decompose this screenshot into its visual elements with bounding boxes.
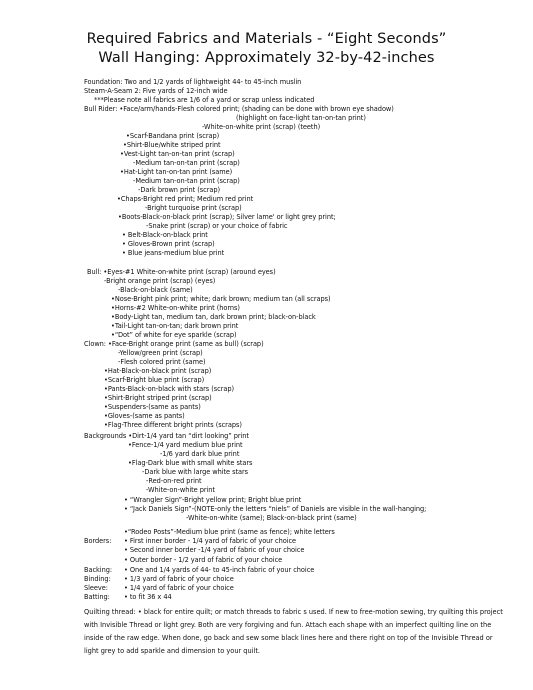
materials-line: Binding: xyxy=(84,575,111,583)
materials-line: Steam-A-Seam 2: Five yards of 12-inch wide xyxy=(84,87,228,95)
materials-line: Foundation: Two and 1/2 yards of lightweight 44- to 45-inch muslin xyxy=(84,78,302,86)
materials-line: (highlight on face-light tan-on-tan print) xyxy=(236,114,366,122)
materials-line: -Medium tan-on-tan print (scrap) xyxy=(133,177,240,185)
materials-line: •Fence-1/4 yard medium blue print xyxy=(128,441,243,449)
materials-line: -Black-on-black (same) xyxy=(118,286,193,294)
materials-line: -White-on-white (same); Black-on-black print (same) xyxy=(186,514,357,522)
materials-line: •Flag-Three different bright prints (scraps) xyxy=(104,421,242,429)
materials-line: •Tail-Light tan-on-tan; dark brown print xyxy=(111,322,239,330)
materials-line: Clown: •Face-Bright orange print (same as bull) (scrap) xyxy=(84,340,264,348)
materials-line: •Nose-Bright pink print; white; dark brown; medium tan (all scraps) xyxy=(111,295,331,303)
materials-line: Sleeve: xyxy=(84,584,108,592)
materials-line: -Red-on-red print xyxy=(146,477,202,485)
materials-line: • Gloves-Brown print (scrap) xyxy=(122,240,215,248)
materials-line: -Dark blue with large white stars xyxy=(142,468,249,476)
materials-line: • Belt-Black-on-black print xyxy=(122,231,208,239)
materials-line: •Suspenders-(same as pants) xyxy=(104,403,201,411)
materials-line: •Hat-Light tan-on-tan print (same) xyxy=(120,168,233,176)
materials-line: -1/6 yard dark blue print xyxy=(160,450,240,458)
materials-line: •Scarf-Bandana print (scrap) xyxy=(126,132,220,140)
materials-line: • “Wrangler Sign”-Bright yellow print; Bright blue print xyxy=(124,496,302,504)
materials-line: • First inner border - 1/4 yard of fabric of your choice xyxy=(124,537,297,545)
materials-line: •Shirt-Blue/white striped print xyxy=(123,141,221,149)
materials-line: -White-on-white print xyxy=(146,486,215,494)
materials-line: • Blue jeans-medium blue print xyxy=(122,249,225,257)
materials-line: •Gloves-(same as pants) xyxy=(104,412,185,420)
materials-line: •Pants-Black-on-black with stars (scrap) xyxy=(104,385,235,393)
materials-line: • One and 1/4 yards of 44- to 45-inch fabric of your choice xyxy=(124,566,315,574)
quilting-thread-paragraph: Quilting thread: • black for entire quilt; or match threads to fabric s used. If new to free-motion sewing, try quilting this project with Invisible Thread or light grey. Both are very forgiving and fun. Attach each shape with an imperfect quilting line on the inside of the raw edge. When done, go back and sew some black lines here and there right on top of the Invisible Thread or light grey to add sparkle and dimension to your quilt. xyxy=(84,608,503,655)
materials-line: -Flesh colored print (same) xyxy=(118,358,206,366)
materials-line: •Boots-Black-on-black print (scrap); Silver lame' or light grey print; xyxy=(118,213,336,221)
materials-line: Bull: •Eyes-#1 White-on-white print (scrap) (around eyes) xyxy=(87,268,276,276)
materials-line: •Horns-#2 White-on-white print (horns) xyxy=(111,304,240,312)
materials-line: •Flag-Dark blue with small white stars xyxy=(128,459,253,467)
materials-line: • 1/3 yard of fabric of your choice xyxy=(124,575,234,583)
materials-line: •Shirt-Bright striped print (scrap) xyxy=(104,394,212,402)
materials-line: -Bright turquoise print (scrap) xyxy=(145,204,242,212)
materials-line: • 1/4 yard of fabric of your choice xyxy=(124,584,234,592)
materials-line: • “Jack Daniels Sign”-(NOTE-only the letters “niels” of Daniels are visible in the wall-hanging; xyxy=(124,505,427,513)
materials-line: Bull Rider: •Face/arm/hands-Flesh colored print; (shading can be done with brown eye shadow) xyxy=(84,105,394,113)
materials-line: ***Please note all fabrics are 1/6 of a yard or scrap unless indicated xyxy=(94,96,315,104)
materials-line: •Chaps-Bright red print; Medium red print xyxy=(117,195,254,203)
materials-line: • to fit 36 x 44 xyxy=(124,593,172,601)
materials-line: •“Dot” of white for eye sparkle (scrap) xyxy=(111,331,237,339)
materials-line: •“Rodeo Posts”-Medium blue print (same as fence); white letters xyxy=(124,528,335,536)
materials-line: •Scarf-Bright blue print (scrap) xyxy=(104,376,205,384)
materials-line: -Yellow/green print (scrap) xyxy=(118,349,203,357)
document-title-line-1: Required Fabrics and Materials - “Eight Seconds” xyxy=(86,31,447,47)
materials-line: • Outer border - 1/2 yard of fabric of your choice xyxy=(124,556,283,564)
materials-line: •Hat-Black-on-black print (scrap) xyxy=(104,367,212,375)
materials-line: Backgrounds •Dirt-1/4 yard tan “dirt looking” print xyxy=(84,432,249,440)
materials-line: -Medium tan-on-tan print (scrap) xyxy=(133,159,240,167)
materials-line: -Dark brown print (scrap) xyxy=(138,186,221,194)
materials-line: Batting: xyxy=(84,593,110,601)
materials-line: -Bright orange print (scrap) (eyes) xyxy=(104,277,216,285)
materials-line: -Snake print (scrap) or your choice of fabric xyxy=(146,222,288,230)
materials-line: •Body-Light tan, medium tan, dark brown print; black-on-black xyxy=(111,313,316,321)
materials-line: •Vest-Light tan-on-tan print (scrap) xyxy=(120,150,235,158)
document-title-line-2: Wall Hanging: Approximately 32-by-42-inches xyxy=(98,50,435,66)
materials-line: • Second inner border -1/4 yard of fabric of your choice xyxy=(124,546,305,554)
materials-line: Backing: xyxy=(84,566,113,574)
materials-line: Borders: xyxy=(84,537,112,545)
materials-line: -White-on-white print (scrap) (teeth) xyxy=(202,123,321,131)
